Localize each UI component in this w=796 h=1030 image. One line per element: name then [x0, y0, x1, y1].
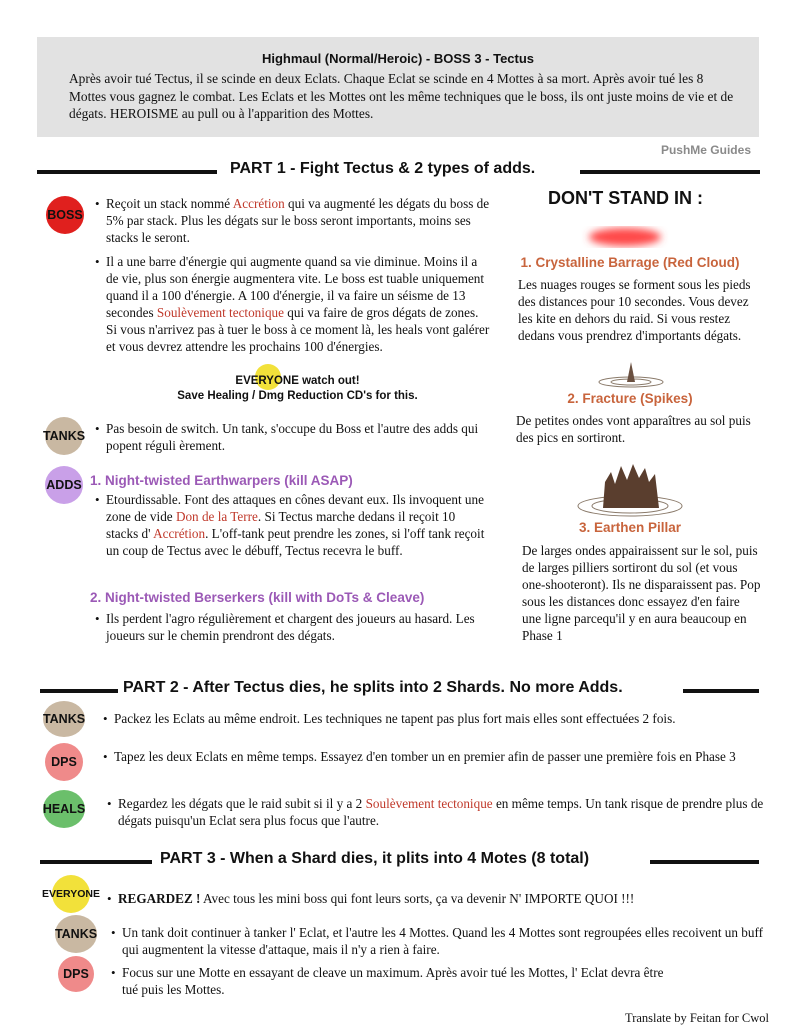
danger1-title: 1. Crystalline Barrage (Red Cloud) [520, 255, 740, 270]
tanks-badge-part2: TANKS [43, 701, 85, 737]
tanks-badge-part3: TANKS [55, 915, 97, 953]
danger3-title: 3. Earthen Pillar [578, 520, 682, 535]
part1-rule-right [580, 170, 760, 174]
danger2-text: De petites ondes vont apparaîtres au sol puis des pics en sortiront. [516, 413, 751, 445]
part1-title: PART 1 - Fight Tectus & 2 types of adds. [230, 160, 536, 177]
add2-text: • Ils perdent l'agro régulièrement et chargent des joueurs au hasard. Les joueurs sur le chemin prendront des dégats. [106, 610, 490, 644]
tanks-badge-part1: TANKS [45, 417, 83, 455]
translator-credit: Translate by Feitan for Cwol [625, 1011, 769, 1025]
heals-badge: HEALS [43, 790, 85, 828]
intro-box [37, 37, 759, 137]
heals-text: • Regardez les dégats que le raid subit si il y a 2 Soulèvement tectonique en même temps. Un tank risque de prendre plus de dégats puisqu'un Eclat sera plus focus que l'autre. [118, 795, 768, 829]
part2-rule-left [40, 689, 118, 693]
dps-badge-part3: DPS [58, 956, 94, 992]
part2-rule-right [683, 689, 759, 693]
spikes-icon [596, 360, 666, 390]
dps-badge-part2: DPS [45, 743, 83, 781]
tanks-text-part2: • Packez les Eclats au même endroit. Les techniques ne tapent pas plus fort mais elles sont effectuées 2 fois. [114, 710, 764, 727]
dont-stand-title: DON'T STAND IN : [548, 188, 703, 208]
boss-badge: BOSS [46, 196, 84, 234]
guide-credit: PushMe Guides [660, 143, 751, 157]
adds-badge: ADDS [45, 466, 83, 504]
add1-text: • Etourdissable. Font des attaques en cônes devant eux. Ils invoquent une zone de vide Don de la Terre. Si Tectus marche dedans il reçoit 10 stacks d' Accrétion. L'off-tank peut prendre les zones, si l'off tank reçoit un coup de Tectus avec le débuff, Tectus recevra le buff. [106, 491, 490, 559]
part3-rule-right [650, 860, 759, 864]
tanks-text-part1: • Pas besoin de switch. Un tank, s'occupe du Boss et l'autre des adds qui popent réguli èrement. [106, 420, 490, 454]
part3-rule-left [40, 860, 152, 864]
earthen-pillar-icon [575, 460, 685, 520]
part3-title: PART 3 - When a Shard dies, it plits into 4 Motes (8 total) [160, 850, 590, 867]
dps-text-part2: • Tapez les deux Eclats en même temps. Essayez d'en tomber un en premier afin de passer une première fois en Phase 3 [114, 748, 769, 765]
part1-rule-left [37, 170, 217, 174]
danger3-text: De larges ondes appairaissent sur le sol, puis de larges pilliers sortiront du sol (et vous one-shooteront). Ils ne disparaissent pas. Pop sous les distances donc essayez d'en faire une ligne parcequ'il y en aura beaucoup en Phase 1 [522, 543, 761, 643]
danger1-text: Les nuages rouges se forment sous les pieds des distances pour 10 secondes. Vous devez les kite en dehors du raid. Si vous restez dedans vous prendrez d'importants dégats. [518, 277, 751, 343]
everyone-badge: EVERYONE [52, 875, 90, 913]
warning-note: EVERYONE watch out! Save Healing / Dmg Reduction CD's for this. [177, 375, 418, 402]
part2-title: PART 2 - After Tectus dies, he splits into 2 Shards. No more Adds. [123, 679, 623, 696]
add2-title: 2. Night-twisted Berserkers (kill with DoTs & Cleave) [90, 590, 425, 605]
dps-text-part3: • Focus sur une Motte en essayant de cleave un maximum. Après avoir tué les Mottes, l' Eclat devra être tué puis les Mottes. [122, 964, 682, 998]
everyone-text: • REGARDEZ ! Avec tous les mini boss qui font leurs sorts, ça va devenir N' IMPORTE QUOI !!! [118, 890, 768, 907]
danger2-title: 2. Fracture (Spikes) [567, 391, 693, 406]
tanks-text-part3: • Un tank doit continuer à tanker l' Eclat, et l'autre les 4 Mottes. Quand les 4 Mottes sont regroupées elles recoivent un buff qui augmentent la vitesse d'attaque, mais il n'y a rien à faire. [122, 924, 767, 958]
red-cloud-icon [580, 222, 670, 252]
boss-bullet-energy: • Il a une barre d'énergie qui augmente quand sa vie diminue. Moins il a de vie, plus son énergie augmentera vite. Le boss est tuable uniquement quand il a 100 d'énergie. A 100 d'énergie, il va faire un séisme de 13 secondes Soulèvement tectonique qui va faire de gros dégats de zones. Si vous n'arrivez pas à tuer le boss à ce moment là, les heals vont galérer et vous devrez attendre les prochains 100 d'énergies. [106, 253, 490, 355]
page-title: Highmaul (Normal/Heroic) - BOSS 3 - Tectus [261, 51, 535, 66]
add1-title: 1. Night-twisted Earthwarpers (kill ASAP) [90, 473, 353, 488]
boss-bullet-accretion: • Reçoit un stack nommé Accrétion qui va augmenté les dégats du boss de 5% par stack. Plus les dégats sur le boss seront importants, moins ses stacks le seront. [106, 195, 490, 246]
intro-text: Après avoir tué Tectus, il se scinde en deux Eclats. Chaque Eclat se scinde en 4 Mottes à sa mort. Après avoir tué les 8 Mottes vous gagnez le combat. Les Eclats et les Mottes ont les même techniques que le boss, ils ont juste moins de vie et de dégats. HEROISME au pull ou à l'apparition des Mottes. [69, 71, 734, 121]
